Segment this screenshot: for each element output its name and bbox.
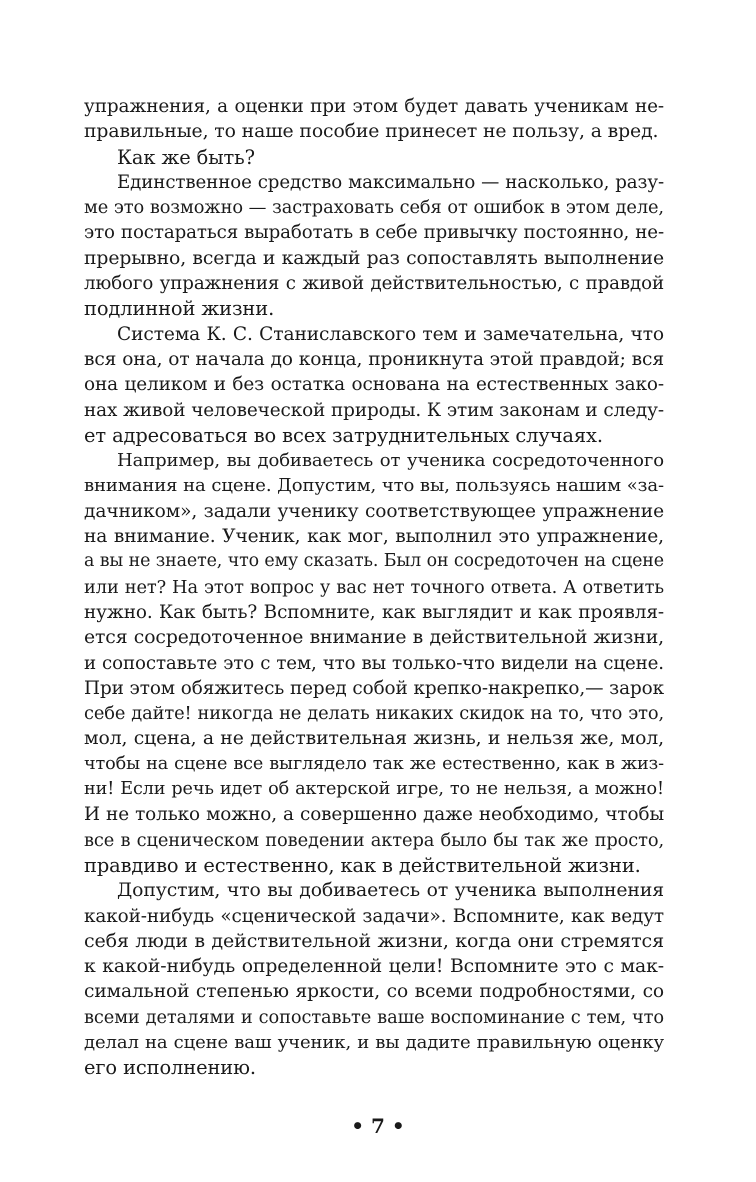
paragraph-1 [84,94,664,145]
text-line: симальной степенью яркости, со всеми подробностями, со [84,981,664,1003]
paragraph-4 [84,322,664,448]
text-line: она целиком и без остатка основана на естественных зако- [84,374,664,396]
text-line: При этом обяжитесь перед собой крепко-накрепко,— зарок [84,677,664,699]
text-line: вся она, от начала до конца, проникнута этой правдой; вся [84,348,664,370]
paragraph-3 [84,170,664,322]
text-line: а вы не знаете, что ему сказать. Был он сосредоточен на сцене [84,551,664,572]
text-line: все в сценическом поведении актера было бы так же просто, [84,829,664,851]
page-body [84,94,664,1081]
text-line: себе дайте! никогда не делать никаких скидок на то, что это, [84,703,664,725]
paragraph-6 [84,878,664,1080]
text-line: Единственное средство максимально — насколько, разу- [117,171,664,193]
text-line: к какой-нибудь определенной цели! Вспомните это с мак- [84,956,664,978]
text-line: делал на сцене ваш ученик, и вы дадите правильную оценку [84,1031,664,1053]
text-line: или нет? На этот вопрос у вас нет точного ответа. А ответить [84,576,664,598]
text-line: подлинной жизни. [84,297,275,321]
text-line: и сопоставьте это с тем, что вы только-что видели на сцене. [84,652,664,674]
text-line: правильные, то наше пособие принесет не пользу, а вред. [84,121,659,143]
text-line: это постараться выработать в себе привычку постоянно, не- [84,222,664,244]
text-line: мол, сцена, а не действительная жизнь, и нельзя же, мол, [84,728,664,750]
page-number: • 7 • [351,1114,405,1138]
text-line: внимания на сцене. Допустим, что вы, пользуясь нашим «за- [84,475,664,497]
text-line: ни! Если речь идет об актерской игре, то не нельзя, а можно! [84,779,664,800]
text-line: Допустим, что вы добиваетесь от ученика выполнения [117,880,664,902]
text-line: Например, вы добиваетесь от ученика сосредоточенного [117,450,664,472]
paragraph-2 [84,145,664,170]
text-line: ет адресоваться во всех затруднительных случаях. [84,423,603,447]
text-line: ется сосредоточенное внимание в действительной жизни, [84,627,664,649]
text-line: упражнения, а оценки при этом будет давать ученикам не- [84,96,664,117]
paragraph-5 [84,448,664,878]
text-line: Как же быть? [117,145,255,169]
text-line: его исполнению. [84,1056,256,1080]
text-line: чтобы на сцене все выглядело так же естественно, как в жиз- [84,753,664,774]
text-line: ме это возможно — застраховать себя от ошибок в этом деле, [84,197,664,219]
text-line: на внимание. Ученик, как мог, выполнил это упражнение, [84,526,664,548]
text-line: И не только можно, а совершенно даже необходимо, чтобы [84,804,664,826]
text-line: нах живой человеческой природы. К этим законам и следу- [84,399,664,421]
text-line: правдиво и естественно, как в действительной жизни. [84,853,641,877]
text-line: нужно. Как быть? Вспомните, как выглядит и как проявля- [84,601,664,623]
text-line: прерывно, всегда и каждый раз сопоставлять выполнение [84,247,664,269]
text-line: Система К. С. Станиславского тем и замечательна, что [117,323,664,345]
text-line: себя люди в действительной жизни, когда они стремятся [84,929,664,952]
text-line: всеми деталями и сопоставьте ваше воспоминание с тем, что [84,1006,664,1028]
text-line: какой-нибудь «сценической задачи». Вспомните, как ведут [84,905,664,927]
text-line: любого упражнения с живой действительностью, с правдой [84,273,664,295]
text-line: дачником», задали ученику соответствующее упражнение [84,500,664,522]
